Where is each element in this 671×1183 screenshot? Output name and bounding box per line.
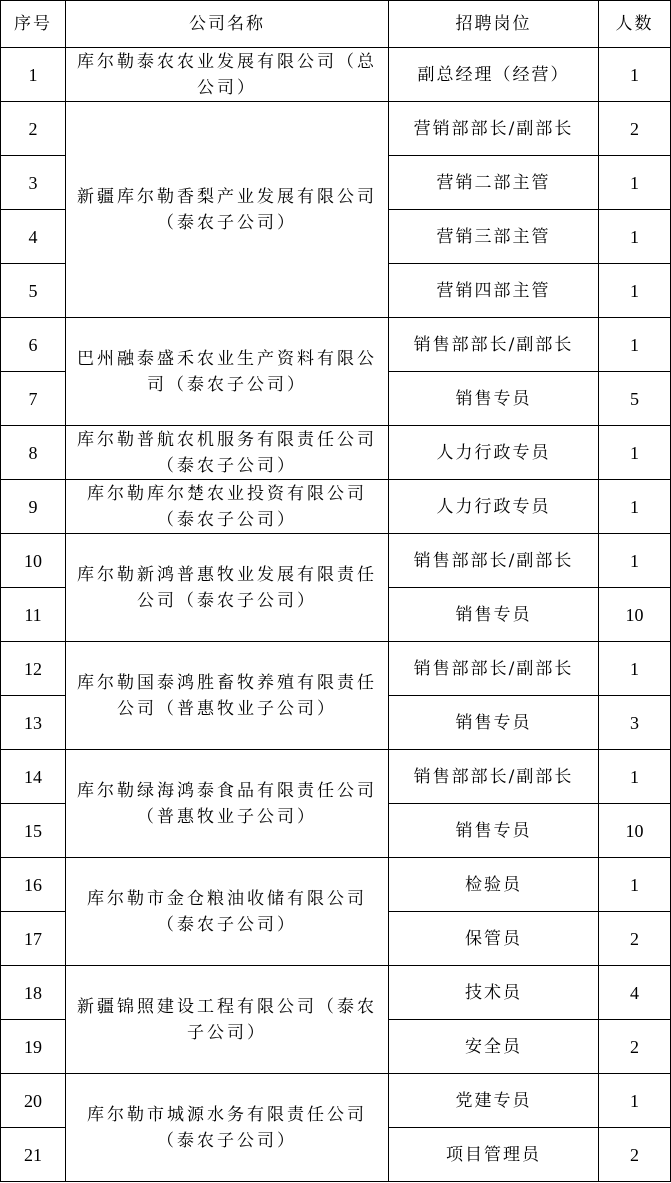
position-count: 5 bbox=[599, 372, 671, 426]
position-name: 销售部部长/副部长 bbox=[389, 534, 599, 588]
position-count: 3 bbox=[599, 696, 671, 750]
row-no: 3 bbox=[1, 156, 66, 210]
position-name: 销售专员 bbox=[389, 696, 599, 750]
position-name: 销售部部长/副部长 bbox=[389, 642, 599, 696]
company-name: 新疆锦照建设工程有限公司（泰农子公司） bbox=[66, 966, 389, 1074]
row-no: 20 bbox=[1, 1074, 66, 1128]
position-count: 2 bbox=[599, 1128, 671, 1182]
row-no: 13 bbox=[1, 696, 66, 750]
position-count: 1 bbox=[599, 642, 671, 696]
position-name: 营销二部主管 bbox=[389, 156, 599, 210]
header-count: 人数 bbox=[599, 1, 671, 48]
row-no: 19 bbox=[1, 1020, 66, 1074]
position-name: 技术员 bbox=[389, 966, 599, 1020]
header-position: 招聘岗位 bbox=[389, 1, 599, 48]
table-row bbox=[1, 318, 671, 372]
position-name: 安全员 bbox=[389, 1020, 599, 1074]
position-name: 销售专员 bbox=[389, 804, 599, 858]
row-no: 5 bbox=[1, 264, 66, 318]
position-name: 保管员 bbox=[389, 912, 599, 966]
company-name: 库尔勒普航农机服务有限责任公司（泰农子公司） bbox=[66, 426, 389, 480]
position-count: 10 bbox=[599, 804, 671, 858]
position-name: 人力行政专员 bbox=[389, 480, 599, 534]
position-count: 1 bbox=[599, 1074, 671, 1128]
position-count: 1 bbox=[599, 48, 671, 102]
position-count: 1 bbox=[599, 480, 671, 534]
row-no: 21 bbox=[1, 1128, 66, 1182]
row-no: 1 bbox=[1, 48, 66, 102]
position-name: 营销三部主管 bbox=[389, 210, 599, 264]
header-row bbox=[1, 1, 671, 48]
company-name: 库尔勒市金仓粮油收储有限公司（泰农子公司） bbox=[66, 858, 389, 966]
row-no: 18 bbox=[1, 966, 66, 1020]
position-count: 1 bbox=[599, 750, 671, 804]
position-count: 1 bbox=[599, 534, 671, 588]
position-count: 1 bbox=[599, 426, 671, 480]
table-row bbox=[1, 642, 671, 696]
row-no: 9 bbox=[1, 480, 66, 534]
row-no: 14 bbox=[1, 750, 66, 804]
row-no: 15 bbox=[1, 804, 66, 858]
position-count: 1 bbox=[599, 318, 671, 372]
table-row bbox=[1, 48, 671, 102]
table-row bbox=[1, 858, 671, 912]
company-name: 库尔勒绿海鸿泰食品有限责任公司（普惠牧业子公司） bbox=[66, 750, 389, 858]
row-no: 4 bbox=[1, 210, 66, 264]
position-name: 销售专员 bbox=[389, 588, 599, 642]
row-no: 6 bbox=[1, 318, 66, 372]
row-no: 17 bbox=[1, 912, 66, 966]
position-name: 党建专员 bbox=[389, 1074, 599, 1128]
row-no: 11 bbox=[1, 588, 66, 642]
position-name: 人力行政专员 bbox=[389, 426, 599, 480]
row-no: 12 bbox=[1, 642, 66, 696]
position-name: 销售专员 bbox=[389, 372, 599, 426]
table-row bbox=[1, 750, 671, 804]
position-count: 4 bbox=[599, 966, 671, 1020]
company-name: 巴州融泰盛禾农业生产资料有限公司（泰农子公司） bbox=[66, 318, 389, 426]
position-count: 2 bbox=[599, 1020, 671, 1074]
position-count: 1 bbox=[599, 156, 671, 210]
company-name: 库尔勒市城源水务有限责任公司（泰农子公司） bbox=[66, 1074, 389, 1182]
header-company: 公司名称 bbox=[66, 1, 389, 48]
company-name: 库尔勒国泰鸿胜畜牧养殖有限责任公司（普惠牧业子公司） bbox=[66, 642, 389, 750]
table-row bbox=[1, 480, 671, 534]
company-name: 库尔勒库尔楚农业投资有限公司（泰农子公司） bbox=[66, 480, 389, 534]
row-no: 16 bbox=[1, 858, 66, 912]
table-row bbox=[1, 102, 671, 156]
position-count: 10 bbox=[599, 588, 671, 642]
table-row bbox=[1, 966, 671, 1020]
table-row bbox=[1, 426, 671, 480]
position-name: 销售部部长/副部长 bbox=[389, 318, 599, 372]
position-name: 营销部部长/副部长 bbox=[389, 102, 599, 156]
row-no: 2 bbox=[1, 102, 66, 156]
position-name: 副总经理（经营） bbox=[389, 48, 599, 102]
position-name: 销售部部长/副部长 bbox=[389, 750, 599, 804]
table-row bbox=[1, 1074, 671, 1128]
position-name: 项目管理员 bbox=[389, 1128, 599, 1182]
company-name: 新疆库尔勒香梨产业发展有限公司（泰农子公司） bbox=[66, 102, 389, 318]
row-no: 10 bbox=[1, 534, 66, 588]
position-count: 1 bbox=[599, 264, 671, 318]
row-no: 8 bbox=[1, 426, 66, 480]
position-name: 检验员 bbox=[389, 858, 599, 912]
position-count: 2 bbox=[599, 912, 671, 966]
company-name: 库尔勒泰农农业发展有限公司（总公司） bbox=[66, 48, 389, 102]
position-count: 1 bbox=[599, 858, 671, 912]
header-no: 序号 bbox=[1, 1, 66, 48]
position-count: 1 bbox=[599, 210, 671, 264]
row-no: 7 bbox=[1, 372, 66, 426]
company-name: 库尔勒新鸿普惠牧业发展有限责任公司（泰农子公司） bbox=[66, 534, 389, 642]
table-row bbox=[1, 534, 671, 588]
position-count: 2 bbox=[599, 102, 671, 156]
position-name: 营销四部主管 bbox=[389, 264, 599, 318]
